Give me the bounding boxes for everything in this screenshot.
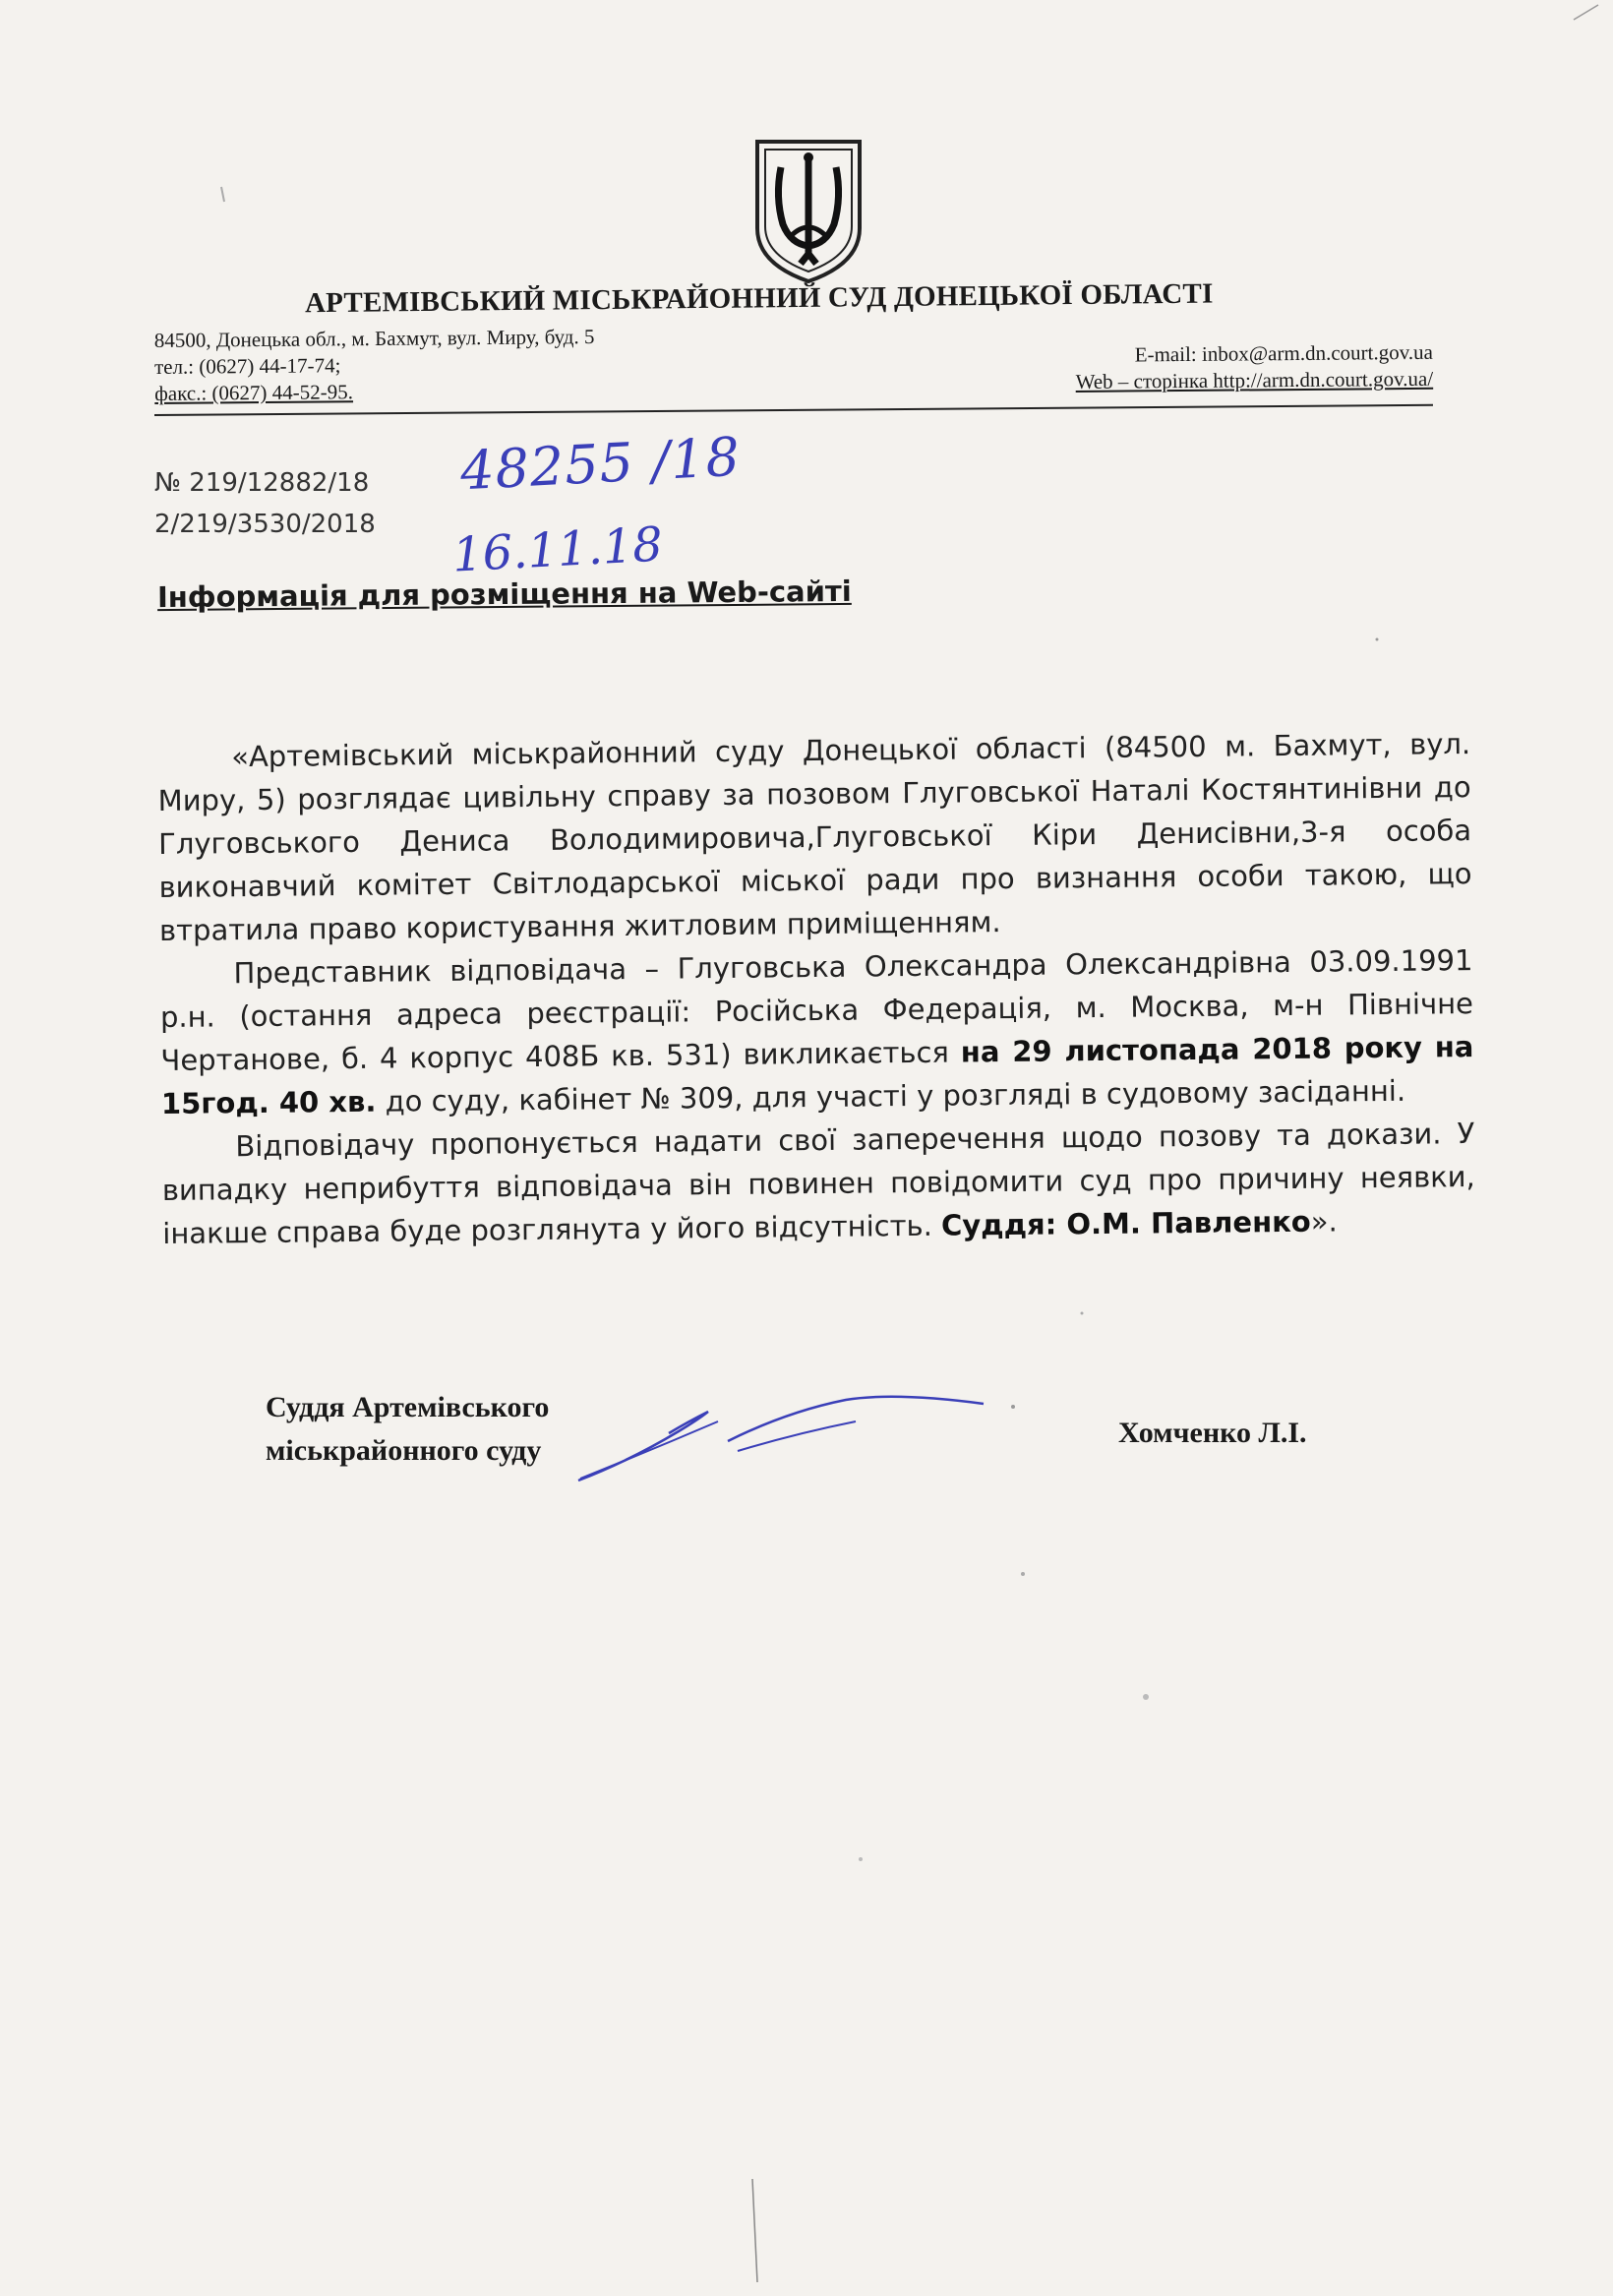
handwritten-signature (570, 1382, 1003, 1500)
court-phone: тел.: (0627) 44-17-74; (153, 353, 341, 379)
outgoing-number: № 219/12882/18 (154, 468, 370, 498)
summons-text-end: до суду, кабінет № 309, для участі у розгляді в судовому засіданні. (376, 1073, 1406, 1118)
hearing-datetime: на 29 листопада 2018 року на 15год. 40 хв. (160, 1030, 1474, 1120)
court-contact-block (939, 339, 1433, 396)
signatory-name: Хомченко Л.І. (1118, 1417, 1307, 1449)
paragraph-case-description: «Артемівський міськрайонний суду Донецької області (84500 м. Бахмут, вул. Миру, 5) розглядає цивільну справу за позовом Глуговської Наталі Костянтинівни до Глуговського Дениса Володимировича,Глуговської Кіри Денисівни,3-я особа виконавчий комітет Світлодарської міської ради про визнання особи такою, що втратила право користування житловим приміщенням. (157, 727, 1472, 947)
paragraph-instructions (161, 1112, 1475, 1255)
summons-text-start: Представник відповідача – Глуговська Олександра Олександрівна 03.09.1991 р.н. (остання адреса реєстрації: Російська Федерація, м. Москва, м-н Північне Чертанове, б. 4 корпус 408Б кв. 531) викликається (159, 943, 1474, 1077)
court-address-block (154, 324, 595, 407)
instructions-closing: ». (1310, 1204, 1338, 1239)
instructions-text: Відповідачу пропонується надати свої заперечення щодо позову та докази. У випадку неприбуття відповідача він повинен повідомити суд про причину неявки, інакше справа буде розглянута у його відсутність. (161, 1116, 1475, 1250)
court-address: 84500, Донецька обл., м. Бахмут, вул. Миру, буд. 5 (153, 325, 595, 352)
signatory-position-line2: міськрайонного суду (266, 1434, 542, 1467)
handwritten-date: 16.11.18 (450, 516, 665, 583)
court-fax: факс.: (0627) 44-52-95. (154, 380, 354, 405)
reference-numbers (154, 462, 376, 545)
signatory-position-line1: Суддя Артемівського (266, 1391, 550, 1423)
court-website: Web – сторінка http://arm.dn.court.gov.ua/ (1075, 366, 1434, 393)
court-name: АРТЕМІВСЬКИЙ МІСЬКРАЙОННИЙ СУД ДОНЕЦЬКОЇ ОБЛАСТІ (304, 277, 1214, 320)
document-title: Інформація для розміщення на Web-сайті (156, 574, 852, 615)
handwritten-registration: 48255 /18 (458, 425, 743, 503)
trident-emblem-icon (751, 138, 866, 285)
presiding-judge: Суддя: О.М. Павленко (940, 1204, 1311, 1242)
paragraph-summons (159, 938, 1474, 1125)
document-body (157, 722, 1475, 1255)
case-number: 2/219/3530/2018 (154, 510, 376, 539)
header-divider (154, 404, 1433, 416)
court-email: E-mail: inbox@arm.dn.court.gov.ua (1134, 339, 1433, 367)
signatory-position (266, 1386, 549, 1473)
